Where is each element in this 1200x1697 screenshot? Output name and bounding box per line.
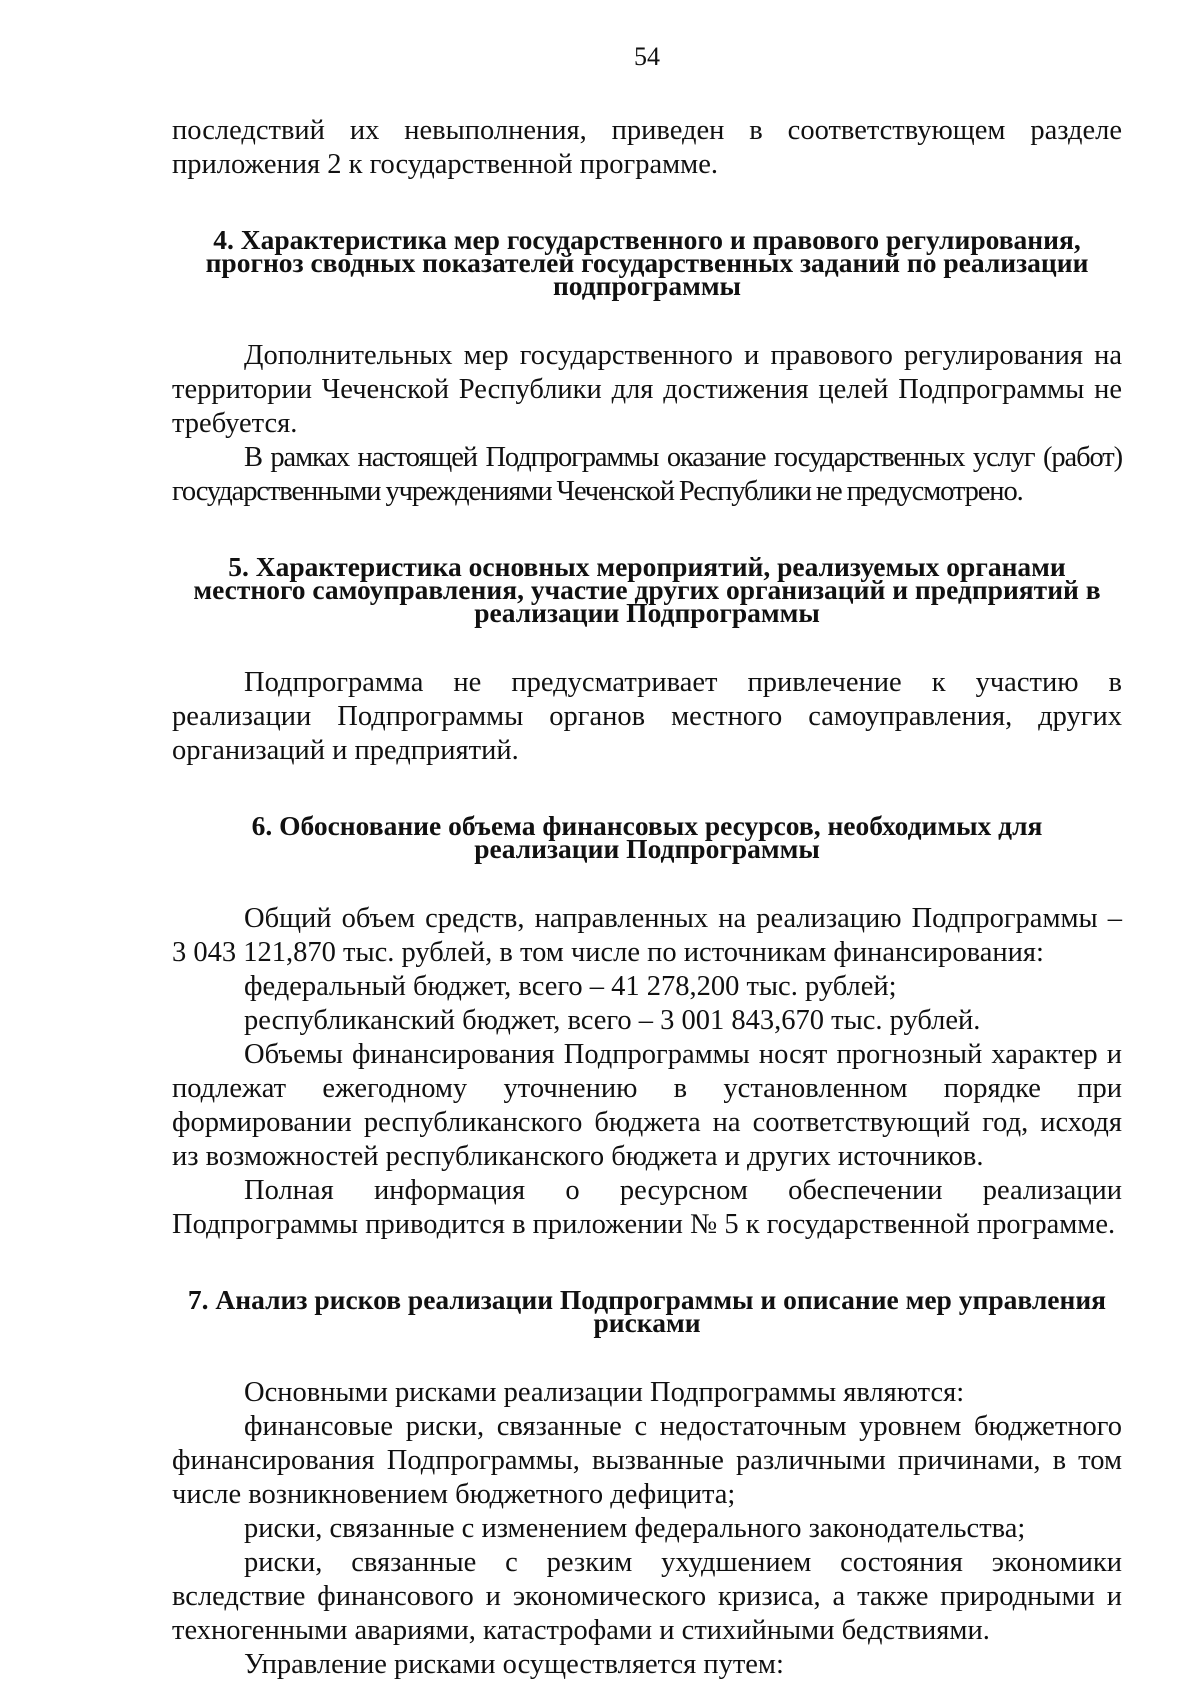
- section-7-paragraph: риски, связанные с изменением федерального законодательства;: [244, 1513, 1026, 1544]
- section-7-paragraph: Основными рисками реализации Подпрограммы являются:: [244, 1377, 965, 1408]
- section-5-heading: 5. Характеристика основных мероприятий, реализуемых органами местного самоуправления, участие других организаций и предприятий в реализации Подпрограммы: [193, 551, 1101, 628]
- section-6-paragraph: Полная информация о ресурсном обеспечении реализации Подпрограммы приводится в приложении № 5 к государственной программе.: [172, 1175, 1122, 1240]
- document-body: [172, 114, 1122, 1682]
- section-5-paragraph: Подпрограмма не предусматривает привлечение к участию в реализации Подпрограммы органов местного самоуправления, других организаций и предприятий.: [172, 667, 1122, 766]
- section-7-paragraph: риски, связанные с резким ухудшением состояния экономики вследствие финансового и экономического кризиса, а также природными и техногенными авариями, катастрофами и стихийными бедствиями.: [172, 1547, 1122, 1646]
- section-6-paragraph: Объемы финансирования Подпрограммы носят прогнозный характер и подлежат ежегодному уточнению в установленном порядке при формировании республиканского бюджета на соответствующий год, исходя из возможностей республиканского бюджета и других источников.: [172, 1039, 1122, 1172]
- page-number: 54: [634, 42, 660, 71]
- section-6-paragraph: федеральный бюджет, всего – 41 278,200 тыс. рублей;: [244, 971, 897, 1002]
- intro-paragraph: последствий их невыполнения, приведен в соответствующем разделе приложения 2 к государственной программе.: [172, 115, 1122, 180]
- section-6-paragraph: республиканский бюджет, всего – 3 001 843,670 тыс. рублей.: [244, 1005, 981, 1036]
- section-6-heading: 6. Обоснование объема финансовых ресурсов, необходимых для реализации Подпрограммы: [251, 810, 1043, 864]
- section-4-paragraph: В рамках настоящей Подпрограммы оказание государственных услуг (работ) государственными учреждениями Чеченской Республики не предусмотрено.: [172, 442, 1122, 507]
- section-7-paragraph: Управление рисками осуществляется путем:: [244, 1649, 784, 1680]
- section-6-paragraph: Общий объем средств, направленных на реализацию Подпрограммы – 3 043 121,870 тыс. рублей, в том числе по источникам финансирования:: [172, 903, 1122, 968]
- section-4-heading: 4. Характеристика мер государственного и правового регулирования, прогноз сводных показателей государственных заданий по реализации подпрограммы: [205, 224, 1089, 301]
- section-4-paragraph: Дополнительных мер государственного и правового регулирования на территории Чеченской Республики для достижения целей Подпрограммы не требуется.: [172, 340, 1122, 439]
- section-7-heading: 7. Анализ рисков реализации Подпрограммы и описание мер управления рисками: [187, 1284, 1107, 1338]
- section-7-paragraph: финансовые риски, связанные с недостаточным уровнем бюджетного финансирования Подпрограммы, вызванные различными причинами, в том числе возникновением бюджетного дефицита;: [172, 1411, 1122, 1510]
